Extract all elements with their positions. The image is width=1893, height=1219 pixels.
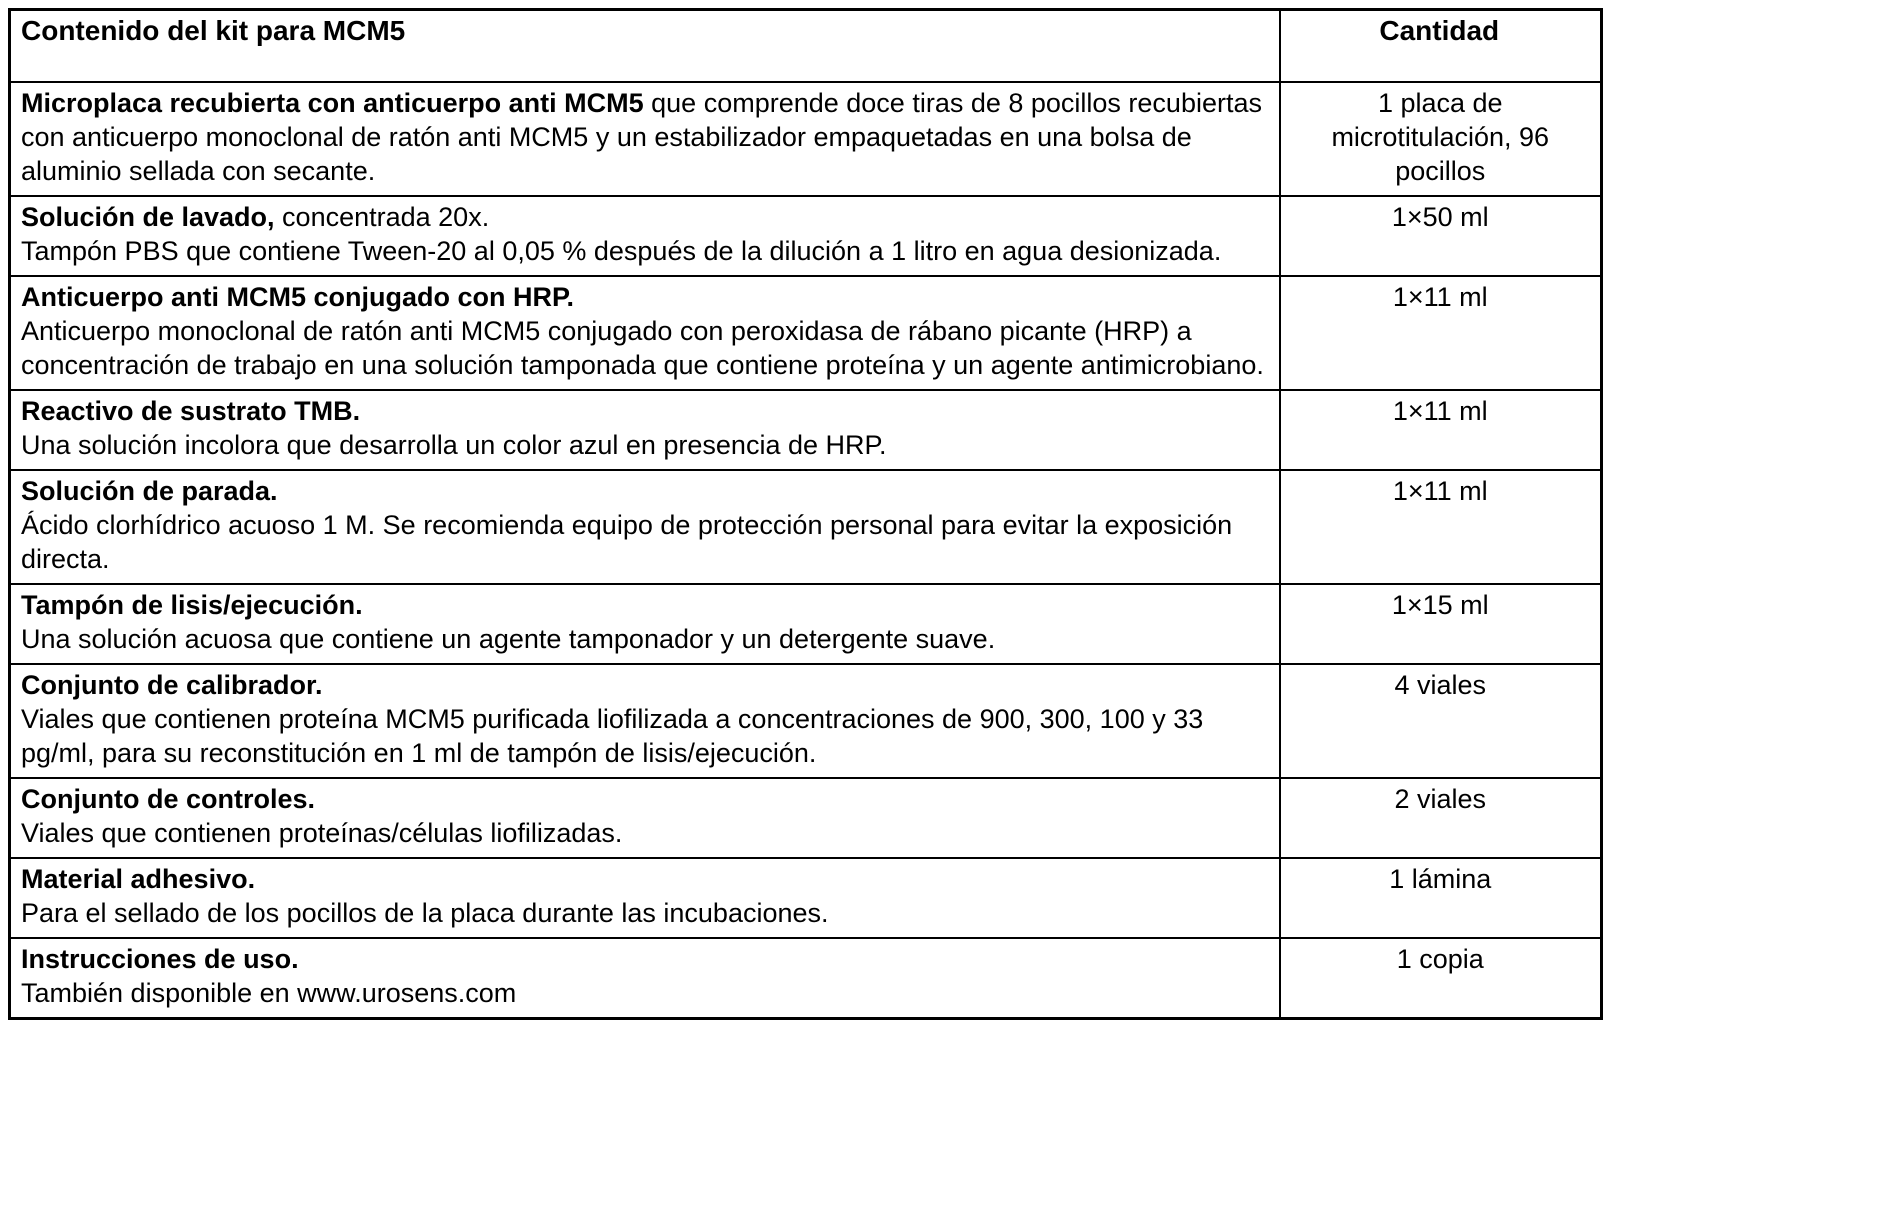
item-quantity-cell: 1 placa de microtitulación, 96 pocillos xyxy=(1280,82,1602,196)
table-row xyxy=(10,470,1602,584)
item-body: Ácido clorhídrico acuoso 1 M. Se recomienda equipo de protección personal para evitar la exposición directa. xyxy=(21,509,1233,574)
item-description-cell xyxy=(10,858,1280,938)
item-title: Reactivo de sustrato TMB. xyxy=(21,395,361,426)
kit-contents-table xyxy=(8,8,1603,1020)
header-contents: Contenido del kit para MCM5 xyxy=(10,10,1280,82)
table-row xyxy=(10,664,1602,778)
table-row xyxy=(10,390,1602,470)
item-title: Conjunto de calibrador. xyxy=(21,669,323,700)
item-description-cell xyxy=(10,276,1280,390)
item-description-cell xyxy=(10,196,1280,276)
item-description-cell xyxy=(10,470,1280,584)
item-quantity-cell: 4 viales xyxy=(1280,664,1602,778)
item-body: Una solución incolora que desarrolla un color azul en presencia de HRP. xyxy=(21,429,887,460)
table-row xyxy=(10,858,1602,938)
item-title: Instrucciones de uso. xyxy=(21,943,299,974)
item-description-cell xyxy=(10,664,1280,778)
item-title: Anticuerpo anti MCM5 conjugado con HRP. xyxy=(21,281,575,312)
item-title-rest: que comprende doce tiras de 8 pocillos recubiertas con anticuerpo monoclonal de ratón anti MCM5 y un estabilizador empaquetadas en una bolsa de aluminio sellada con secante. xyxy=(21,87,1262,186)
table-row xyxy=(10,82,1602,196)
table-row xyxy=(10,584,1602,664)
item-title: Microplaca recubierta con anticuerpo anti MCM5 xyxy=(21,87,644,118)
item-quantity-cell: 1×11 ml xyxy=(1280,470,1602,584)
item-description-cell xyxy=(10,584,1280,664)
item-description-cell xyxy=(10,82,1280,196)
item-body: También disponible en www.urosens.com xyxy=(21,977,517,1008)
item-quantity-cell: 1×50 ml xyxy=(1280,196,1602,276)
item-quantity-cell: 1×11 ml xyxy=(1280,390,1602,470)
item-title: Conjunto de controles. xyxy=(21,783,315,814)
item-title: Solución de lavado, xyxy=(21,201,275,232)
item-body: Una solución acuosa que contiene un agente tamponador y un detergente suave. xyxy=(21,623,996,654)
item-body: Para el sellado de los pocillos de la placa durante las incubaciones. xyxy=(21,897,829,928)
item-body: Viales que contienen proteína MCM5 purificada liofilizada a concentraciones de 900, 300, 100 y 33 pg/ml, para su reconstitución en 1 ml de tampón de lisis/ejecución. xyxy=(21,703,1204,768)
item-quantity-cell: 1×15 ml xyxy=(1280,584,1602,664)
item-description-cell xyxy=(10,938,1280,1019)
item-quantity-cell: 2 viales xyxy=(1280,778,1602,858)
table-row xyxy=(10,196,1602,276)
item-description-cell xyxy=(10,778,1280,858)
item-body: Anticuerpo monoclonal de ratón anti MCM5 conjugado con peroxidasa de rábano picante (HRP) a concentración de trabajo en una solución tamponada que contiene proteína y un agente antimicrobiano. xyxy=(21,315,1264,380)
item-title: Material adhesivo. xyxy=(21,863,256,894)
item-title: Tampón de lisis/ejecución. xyxy=(21,589,363,620)
item-title-rest: concentrada 20x. xyxy=(274,201,490,232)
item-body: Tampón PBS que contiene Tween-20 al 0,05 % después de la dilución a 1 litro en agua desionizada. xyxy=(21,235,1222,266)
item-body: Viales que contienen proteínas/células liofilizadas. xyxy=(21,817,623,848)
item-quantity-cell: 1×11 ml xyxy=(1280,276,1602,390)
table-header-row xyxy=(10,10,1602,82)
header-quantity: Cantidad xyxy=(1280,10,1602,82)
item-quantity-cell: 1 lámina xyxy=(1280,858,1602,938)
table-row xyxy=(10,778,1602,858)
item-quantity-cell: 1 copia xyxy=(1280,938,1602,1019)
table-row xyxy=(10,938,1602,1019)
item-description-cell xyxy=(10,390,1280,470)
table-row xyxy=(10,276,1602,390)
item-title: Solución de parada. xyxy=(21,475,278,506)
